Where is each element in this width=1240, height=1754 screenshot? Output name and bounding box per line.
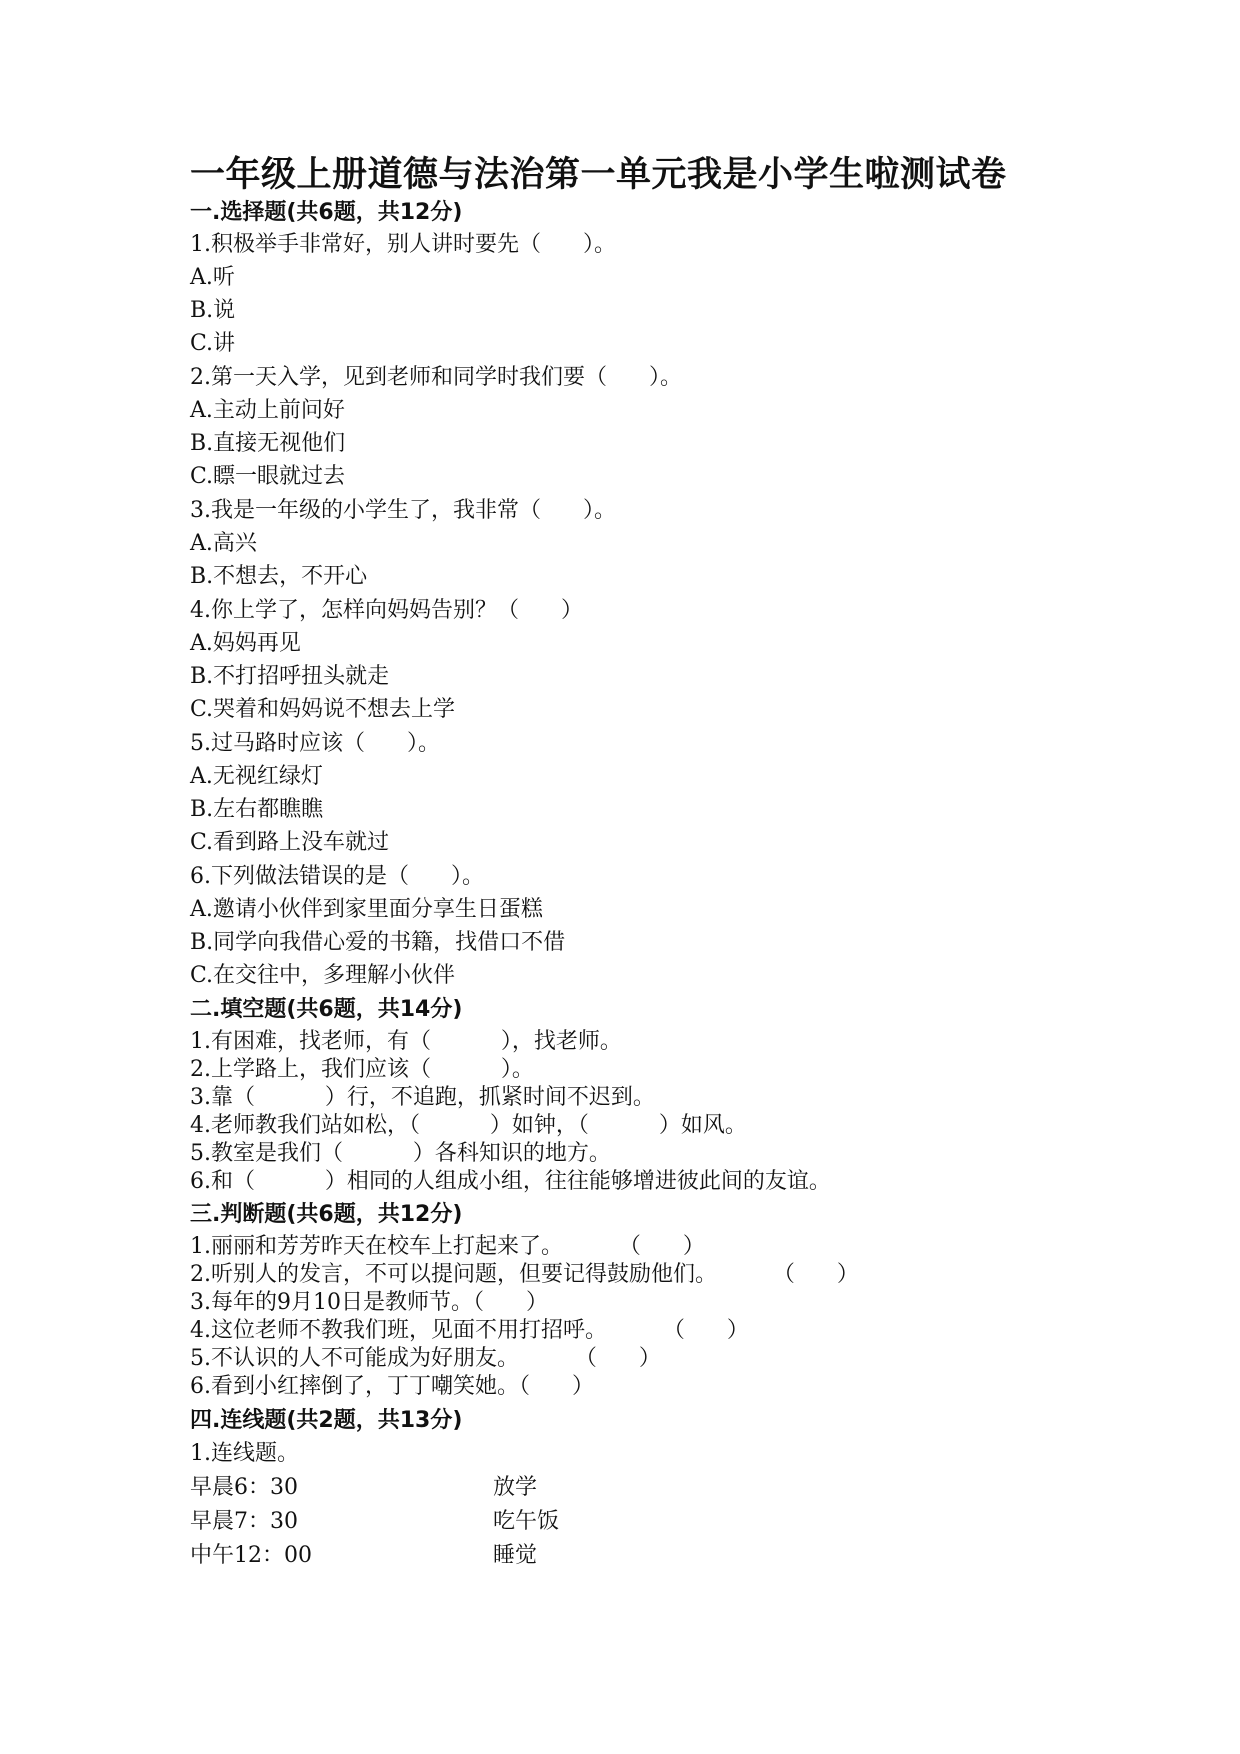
option: A.主动上前问好	[190, 398, 345, 423]
option: C.哭着和妈妈说不想去上学	[190, 697, 456, 722]
match-left-item: 早晨7：30	[190, 1509, 298, 1534]
match-prompt: 1.连线题。	[190, 1441, 299, 1466]
match-left-item: 中午12：00	[190, 1543, 312, 1568]
question-stem: 2.第一天入学，见到老师和同学时我们要（ ）。	[190, 365, 682, 390]
judge-item: 3.每年的9月10日是教师节。（ ）	[190, 1290, 548, 1315]
option: A.妈妈再见	[190, 631, 301, 656]
question-stem: 1.积极举手非常好，别人讲时要先（ ）。	[190, 232, 616, 257]
fill-item: 1.有困难，找老师，有（ ），找老师。	[190, 1029, 622, 1054]
option: A.高兴	[190, 531, 257, 556]
exam-title: 一年级上册道德与法治第一单元我是小学生啦测试卷	[190, 155, 1007, 195]
option: C.讲	[190, 331, 236, 356]
option: B.不想去，不开心	[190, 564, 368, 589]
question-stem: 6.下列做法错误的是（ ）。	[190, 864, 484, 889]
option: C.看到路上没车就过	[190, 830, 390, 855]
section-match-heading: 四.连线题(共2题，共13分)	[190, 1408, 463, 1433]
match-left-item: 早晨6：30	[190, 1475, 298, 1500]
section-fill-heading: 二.填空题(共6题，共14分)	[190, 997, 463, 1022]
judge-item: 4.这位老师不教我们班，见面不用打招呼。 （ ）	[190, 1318, 749, 1343]
match-right-item: 吃午饭	[493, 1509, 560, 1534]
option: B.不打招呼扭头就走	[190, 664, 390, 689]
judge-item: 5.不认识的人不可能成为好朋友。 （ ）	[190, 1346, 661, 1371]
section-choice-heading: 一.选择题(共6题，共12分)	[190, 200, 463, 225]
fill-item: 4.老师教我们站如松，（ ）如钟，（ ）如风。	[190, 1113, 747, 1138]
match-right-item: 放学	[493, 1475, 538, 1500]
fill-item: 3.靠（ ）行，不追跑，抓紧时间不迟到。	[190, 1085, 655, 1110]
question-stem: 5.过马路时应该（ ）。	[190, 731, 440, 756]
option: B.同学向我借心爱的书籍，找借口不借	[190, 930, 566, 955]
option: C.在交往中，多理解小伙伴	[190, 963, 456, 988]
option: B.左右都瞧瞧	[190, 797, 324, 822]
question-stem: 3.我是一年级的小学生了，我非常（ ）。	[190, 498, 616, 523]
option: A.听	[190, 265, 235, 290]
option: B.直接无视他们	[190, 431, 346, 456]
option: A.无视红绿灯	[190, 764, 323, 789]
fill-item: 2.上学路上，我们应该（ ）。	[190, 1057, 534, 1082]
match-right-item: 睡觉	[493, 1543, 538, 1568]
section-judge-heading: 三.判断题(共6题，共12分)	[190, 1202, 463, 1227]
option: A.邀请小伙伴到家里面分享生日蛋糕	[190, 897, 543, 922]
option: B.说	[190, 298, 236, 323]
fill-item: 6.和（ ）相同的人组成小组，往往能够增进彼此间的友谊。	[190, 1169, 831, 1194]
judge-item: 6.看到小红摔倒了，丁丁嘲笑她。（ ）	[190, 1374, 594, 1399]
option: C.瞟一眼就过去	[190, 464, 346, 489]
question-stem: 4.你上学了，怎样向妈妈告别？（ ）	[190, 598, 583, 623]
judge-item: 1.丽丽和芳芳昨天在校车上打起来了。 （ ）	[190, 1234, 705, 1259]
judge-item: 2.听别人的发言，不可以提问题，但要记得鼓励他们。 （ ）	[190, 1262, 859, 1287]
fill-item: 5.教室是我们（ ）各科知识的地方。	[190, 1141, 611, 1166]
